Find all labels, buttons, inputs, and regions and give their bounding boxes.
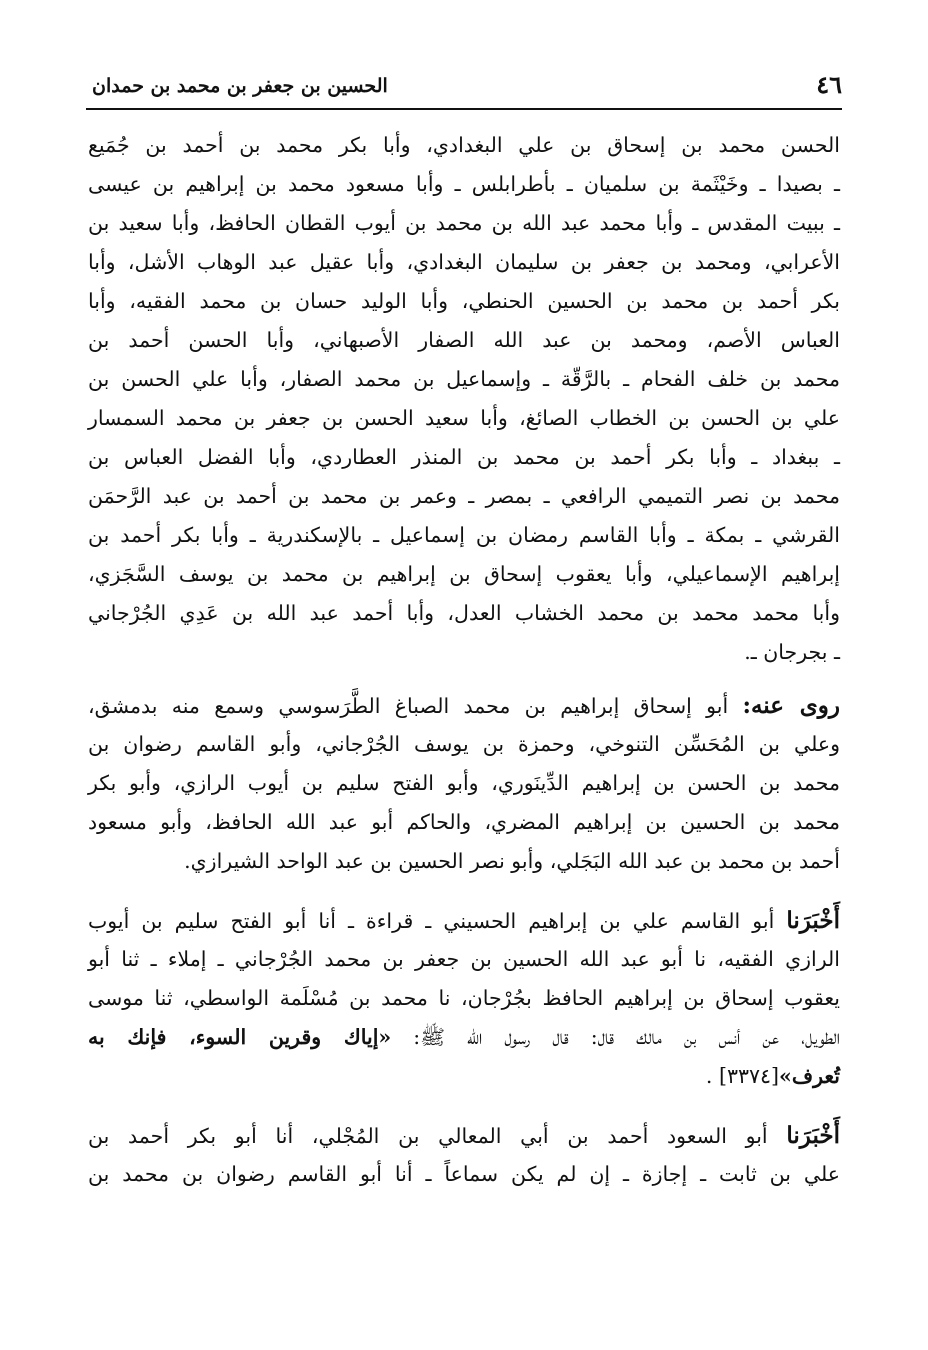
text-line: العباس الأصم، ومحمد بن عبد الله الصفار الأصبهاني، وأبا الحسن أحمد بن	[88, 328, 840, 352]
running-title: الحسين بن جعفر بن محمد بن حمدان	[92, 75, 388, 97]
text-line: ـ ببغداد ـ وأبا بكر أحمد بن محمد بن المنذر العطاردي، وأبا الفضل العباس بن	[88, 445, 840, 469]
hadith-lead: أَخْبَرَنا	[786, 907, 840, 934]
last-lead: أَخْبَرَنا	[786, 1122, 840, 1149]
text-line	[88, 686, 840, 725]
text-line: محمد بن خلف الفحام ـ بالرَّقّة ـ وإسماعيل بن محمد الصفار، وأبا علي الحسن بن	[88, 367, 840, 391]
teachers-paragraph	[88, 126, 840, 672]
text-line: القرشي ـ بمكة ـ وأبا القاسم رمضان بن إسماعيل ـ بالإسكندرية ـ وأبا بكر أحمد بن	[88, 523, 840, 547]
text-line: وأبا محمد محمد بن محمد الخشاب العدل، وأبا أحمد عبد الله بن عَدِي الجُرْجاني	[88, 601, 840, 625]
text-line	[88, 901, 840, 940]
text-line: بكر أحمد بن محمد بن الحسين الحنطي، وأبا الوليد حسان بن محمد الفقيه، وأبا	[88, 289, 840, 313]
hadith-paragraph	[88, 901, 840, 1096]
text-line: إبراهيم الإسماعيلي، وأبا يعقوب إسحاق بن إبراهيم بن محمد بن يوسف السَّجَزي،	[88, 562, 840, 586]
header-rule	[86, 108, 842, 110]
students-lead: روى عنه:	[742, 692, 840, 719]
text-line: محمد بن الحسن بن إبراهيم الدِّينَوري، وأبو الفتح سليم بن أيوب الرازي، وأبو بكر	[88, 771, 840, 795]
hadith-quote-end: تُعرف»	[779, 1064, 840, 1088]
last-first-line: أبو السعود أحمد بن أبي المعالي بن المُجْلي، أنا أبو بكر أحمد بن	[88, 1124, 768, 1148]
paragraph-gap	[88, 672, 840, 686]
paragraph-gap	[88, 881, 840, 901]
text-line	[88, 1057, 840, 1096]
footnote-ref: [٣٣٧٤]	[718, 1064, 780, 1088]
hadith-quote: «إياك وقرين السوء، فإنك به	[88, 1025, 392, 1049]
text-line: محمد بن الحسين بن إبراهيم المضري، والحاكم أبو عبد الله الحافظ، وأبو مسعود	[88, 810, 840, 834]
text-line: ـ بصيدا ـ وخَيْثَمة بن سلميان ـ بأطرابلس ـ وأبا مسعود محمد بن إبراهيم بن عيسى	[88, 172, 841, 196]
students-first-line: أبو إسحاق إبراهيم بن محمد الصباغ الطَّرَسوسي وسمع منه بدمشق،	[88, 694, 729, 718]
paragraph-gap	[88, 1096, 840, 1116]
text-line: وعلي بن المُحَسِّن التنوخي، وحمزة بن يوسف الجُرْجاني، وأبو القاسم رضوان بن	[88, 732, 840, 756]
hadith-line-plain: الطويل، عن أنس بن مالك قال: قال رسول الله ﷺ:	[413, 1025, 840, 1049]
text-line: أحمد بن محمد بن عبد الله البَجَلي، وأبو نصر الحسين بن عبد الواحد الشيرازي.	[184, 849, 840, 873]
text-line: ـ ببيت المقدس ـ وأبا محمد عبد الله بن محمد بن أيوب القطان الحافظ، وأبا سعيد بن	[88, 211, 840, 235]
line-end: .	[705, 1064, 713, 1088]
text-line: الأعرابي، ومحمد بن جعفر بن سليمان البغدادي، وأبا عقيل عبد الوهاب الأشل، وأبا	[88, 250, 840, 274]
page-body	[88, 126, 840, 1194]
page-header	[92, 60, 842, 108]
text-line: ـ بجرجان ـ.	[744, 640, 840, 664]
text-line: يعقوب إسحاق بن إبراهيم الحافظ بجُرْجان، نا محمد بن مُسْلَمة الواسطي، ثنا موسى	[88, 986, 840, 1010]
text-line: علي بن ثابت ـ إجازة ـ إن لم يكن سماعاً ـ أنا أبو القاسم رضوان بن محمد بن	[88, 1162, 840, 1186]
hadith-first-line: أبو القاسم علي بن إبراهيم الحسيني ـ قراءة ـ أنا أبو الفتح سليم بن أيوب	[88, 909, 775, 933]
text-line	[88, 1018, 840, 1057]
text-line: الحسن محمد بن إسحاق بن علي البغدادي، وأبا بكر محمد بن أحمد بن جُمَيع	[88, 133, 840, 157]
text-line: علي بن الحسن بن الخطاب الصائغ، وأبا سعيد الحسن بن جعفر بن محمد السمسار	[88, 406, 840, 430]
text-line	[88, 1116, 840, 1155]
page-number: ٤٦	[816, 70, 842, 99]
students-paragraph	[88, 686, 840, 881]
text-line: محمد بن نصر التميمي الرافعي ـ بمصر ـ وعمر بن محمد بن أحمد بن عبد الرَّحمَن	[88, 484, 840, 508]
last-paragraph	[88, 1116, 840, 1194]
text-line: الرازي الفقيه، نا أبو عبد الله الحسين بن جعفر بن محمد الجُرْجاني ـ إملاء ـ ثنا أبو	[88, 947, 840, 971]
